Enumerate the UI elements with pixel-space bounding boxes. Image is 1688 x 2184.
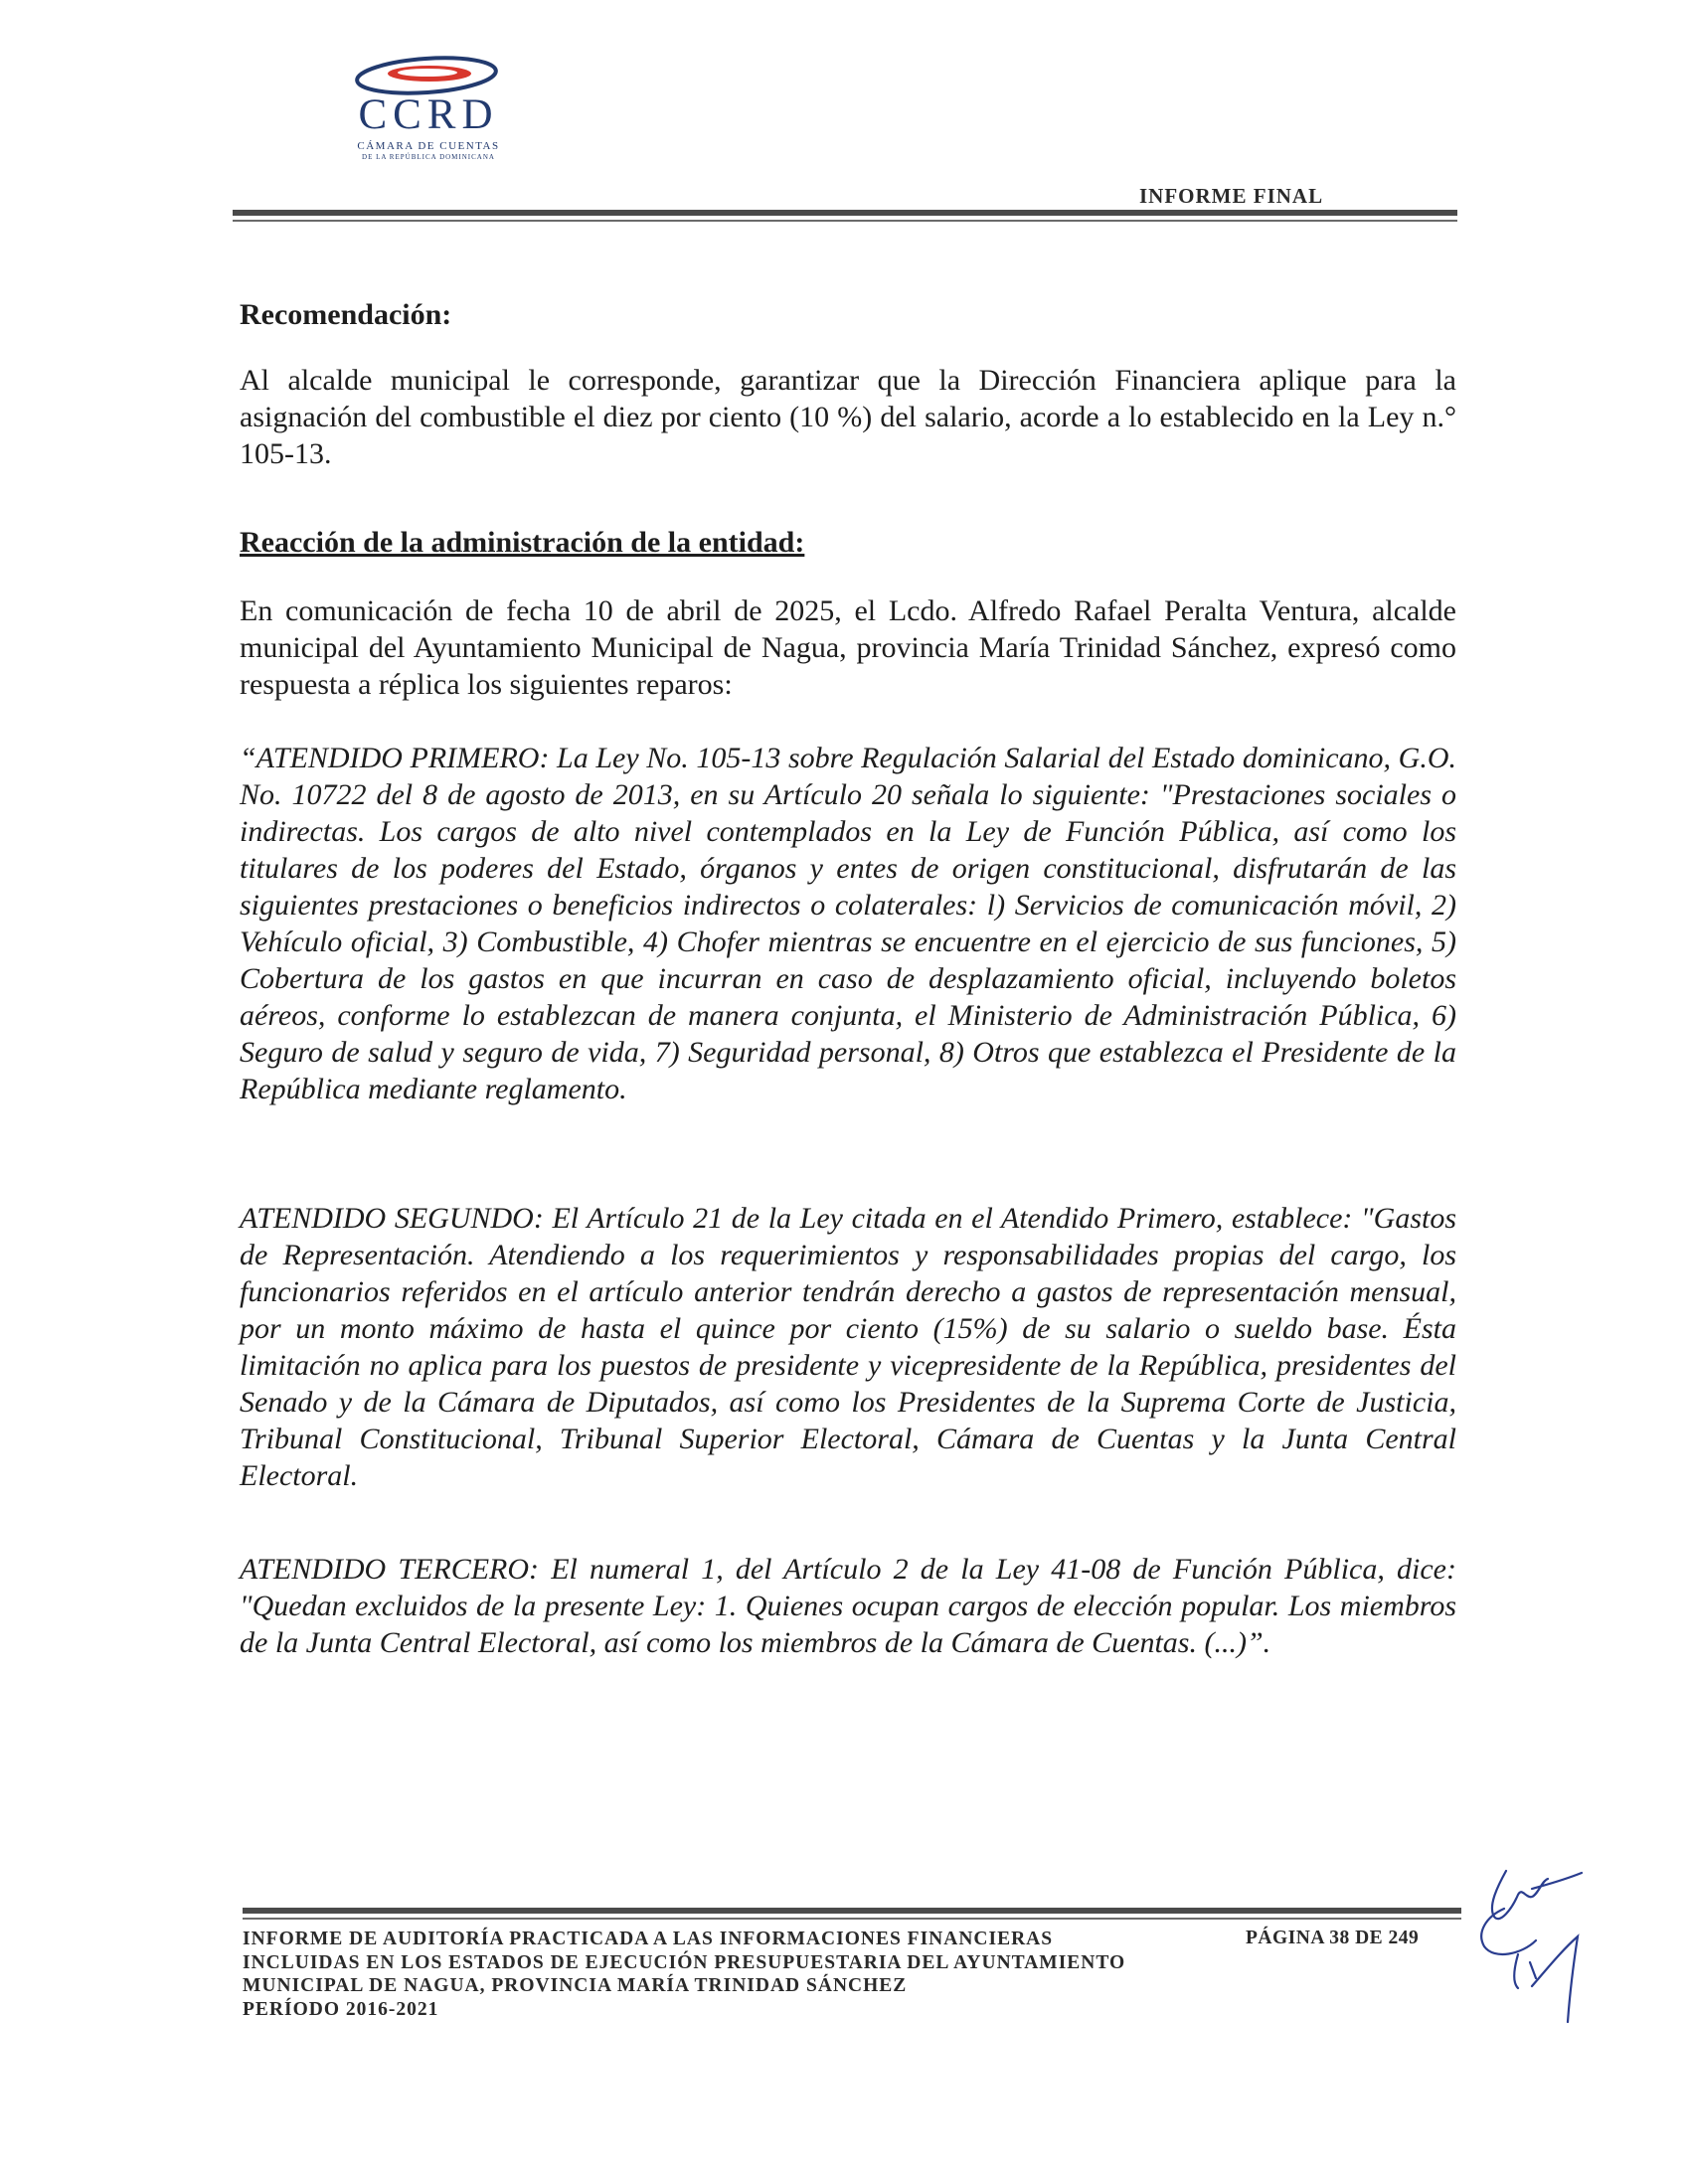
footer-report-title (243, 1928, 1217, 2021)
atendido-segundo: ATENDIDO SEGUNDO: El Artículo 21 de la Ley citada en el Atendido Primero, establece: "Gastos de Representación. Atendiendo a los requerimientos y responsabilidades propias del cargo, los funcionarios referidos en el artículo anterior tendrán derecho a gastos de representación mensual, por un monto máximo de hasta el quince por ciento (15%) de su salario o sueldo base. Ésta limitación no aplica para los puestos de presidente y vicepresidente de la República, presidentes del Senado y de la Cámara de Diputados, así como los Presidentes de la Suprema Corte de Justicia, Tribunal Constitucional, Tribunal Superior Electoral, Cámara de Cuentas y la Junta Central Electoral. (240, 1202, 1456, 1492)
ccrd-logo (314, 54, 543, 165)
reaction-intro: En comunicación de fecha 10 de abril de 2025, el Lcdo. Alfredo Rafael Peralta Ventura, alcalde municipal del Ayuntamiento Municipal de Nagua, provincia María Trinidad Sánchez, expresó como respuesta a réplica los siguientes reparos: (240, 594, 1456, 701)
header-rule (233, 210, 1457, 216)
footer-line-3: MUNICIPAL DE NAGUA, PROVINCIA MARÍA TRINIDAD SÁNCHEZ (243, 1975, 908, 1996)
recommendation-text: Al alcalde municipal le corresponde, garantizar que la Dirección Financiera aplique para la asignación del combustible el diez por ciento (10 %) del salario, acorde a lo establecido en la Ley n.° 105-13. (240, 364, 1456, 470)
footer-rule (243, 1908, 1461, 1914)
page-number: PÁGINA 38 DE 249 (1246, 1928, 1420, 1948)
reaction-heading: Reacción de la administración de la entidad: (240, 526, 805, 559)
handwritten-signature (1466, 1859, 1615, 2028)
atendido-tercero: ATENDIDO TERCERO: El numeral 1, del Artículo 2 de la Ley 41-08 de Función Pública, dice: "Quedan excluidos de la presente Ley: 1. Quienes ocupan cargos de elección popular. Los miembros de la Junta Central Electoral, así como los miembros de la Cámara de Cuentas. (...)”. (240, 1553, 1456, 1659)
recommendation-heading: Recomendación: (240, 298, 452, 331)
logo-subtitle-secondary: DE LA REPÚBLICA DOMINICANA (362, 153, 495, 161)
footer-rule-thin (243, 1918, 1461, 1920)
footer-line-4: PERÍODO 2016-2021 (243, 1998, 439, 2020)
header-rule-thin (233, 220, 1457, 222)
report-type-label: INFORME FINAL (1139, 184, 1324, 208)
logo-subtitle: CÁMARA DE CUENTAS (357, 140, 500, 152)
footer-line-1: INFORME DE AUDITORÍA PRACTICADA A LAS INFORMACIONES FINANCIERAS (243, 1929, 1054, 1949)
atendido-primero: “ATENDIDO PRIMERO: La Ley No. 105-13 sobre Regulación Salarial del Estado dominicano, G.O. No. 10722 del 8 de agosto de 2013, en su Artículo 20 señala lo siguiente: "Prestaciones sociales o indirectas. Los cargos de alto nivel contemplados en la Ley de Función Pública, así como los titulares de los poderes del Estado, órganos y entes de origen constitucional, disfrutarán de las siguientes prestaciones o beneficios indirectos o colaterales: l) Servicios de comunicación móvil, 2) Vehículo oficial, 3) Combustible, 4) Chofer mientras se encuentre en el ejercicio de sus funciones, 5) Cobertura de los gastos en que incurran en caso de desplazamiento oficial, incluyendo boletos aéreos, conforme lo establezcan de manera conjunta, el Ministerio de Administración Pública, 6) Seguro de salud y seguro de vida, 7) Seguridad personal, 8) Otros que establezca el Presidente de la República mediante reglamento. (240, 742, 1456, 1105)
logo-brand-text: CCRD (358, 91, 499, 138)
footer-line-2: INCLUIDAS EN LOS ESTADOS DE EJECUCIÓN PRESUPUESTARIA DEL AYUNTAMIENTO (243, 1951, 1126, 1973)
